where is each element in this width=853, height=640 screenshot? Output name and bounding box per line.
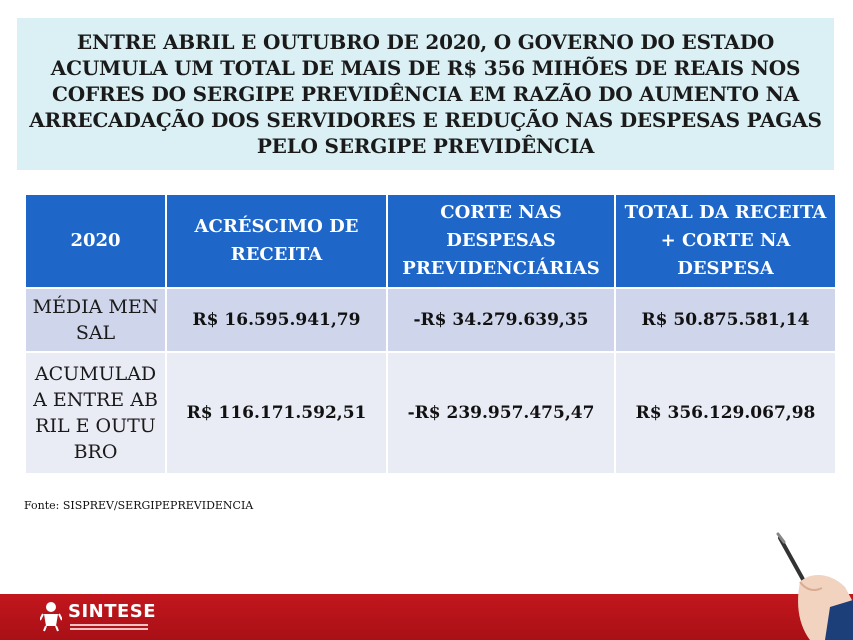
hand-with-pen-icon (770, 532, 853, 640)
title-box (17, 18, 834, 170)
row-label-media-mensal: MÉDIA MENSAL (25, 288, 166, 352)
brand-name: SINTESE (68, 601, 157, 622)
row-label-acumulada: ACUMULADA ENTRE ABRIL E OUTUBRO (25, 352, 166, 474)
header-year: 2020 (25, 194, 166, 288)
sintese-logo (40, 600, 156, 632)
page-title: ENTRE ABRIL E OUTUBRO DE 2020, O GOVERNO DO ESTADO ACUMULA UM TOTAL DE MAIS DE R$ 356 MIHÕES DE REAIS NOS COFRES DO SERGIPE PREVIDÊNCIA EM RAZÃO DO AUMENTO NA ARRECADAÇÃO DOS SERVIDORES E REDUÇÃO NAS DESPESAS PAGAS PELO SERGIPE PREVIDÊNCIA (29, 30, 822, 158)
header-total: TOTAL DA RECEITA + CORTE NA DESPESA (615, 194, 836, 288)
table-row (25, 352, 836, 474)
cell-value: R$ 356.129.067,98 (615, 352, 836, 474)
mascot-icon (40, 600, 62, 632)
header-acrescimo-receita: ACRÉSCIMO DE RECEITA (166, 194, 387, 288)
header-corte-despesas: CORTE NAS DESPESAS PREVIDENCIÁRIAS (387, 194, 615, 288)
brand-tagline-lines (70, 624, 156, 630)
cell-value: R$ 50.875.581,14 (615, 288, 836, 352)
data-table (24, 193, 837, 475)
cell-value: R$ 116.171.592,51 (166, 352, 387, 474)
cell-value: R$ 16.595.941,79 (166, 288, 387, 352)
table-row (25, 288, 836, 352)
cell-value: -R$ 34.279.639,35 (387, 288, 615, 352)
source-note: Fonte: SISPREV/SERGIPEPREVIDENCIA (24, 499, 254, 512)
table-header-row (25, 194, 836, 288)
cell-value: -R$ 239.957.475,47 (387, 352, 615, 474)
